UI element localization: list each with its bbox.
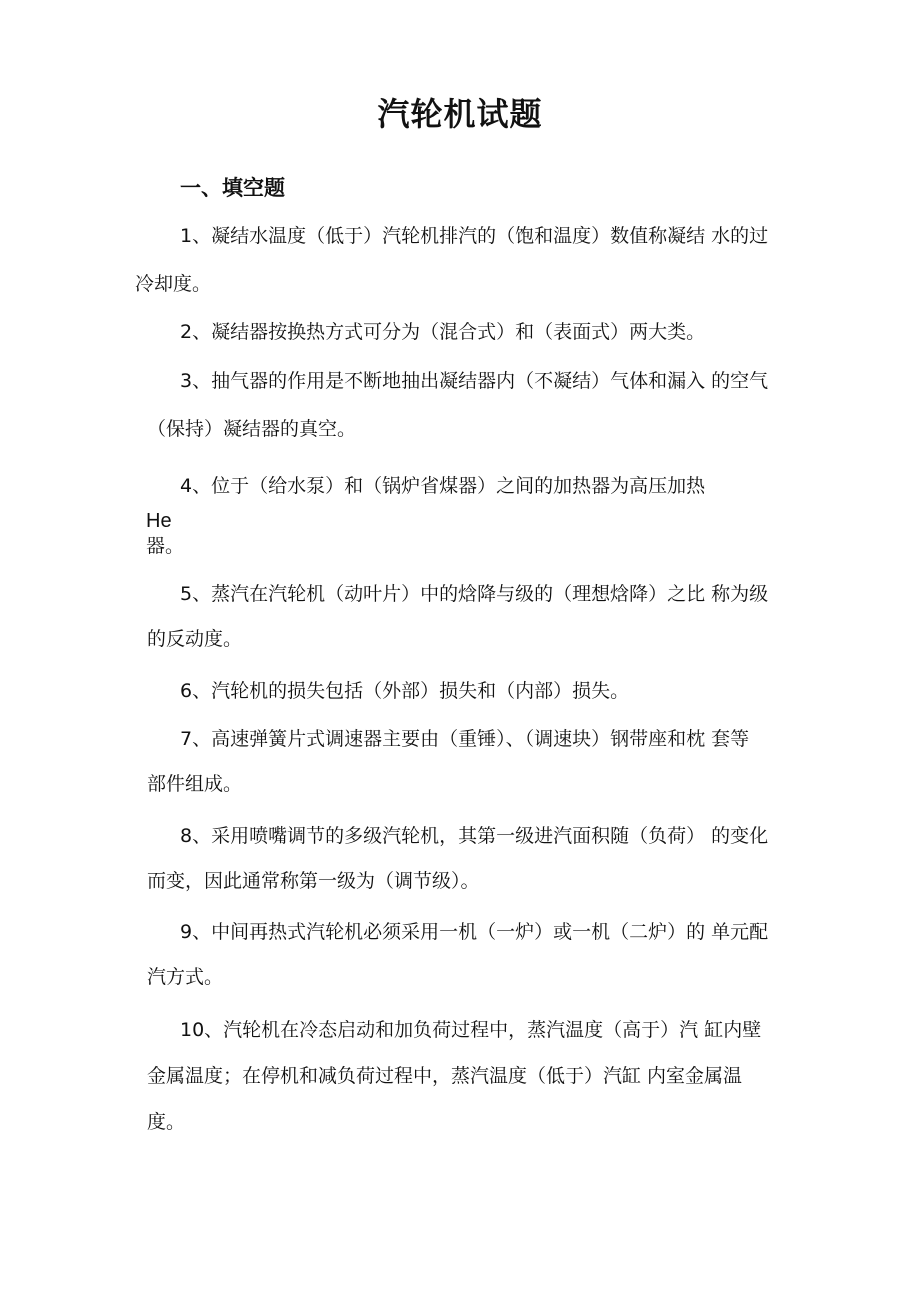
section-heading: 一、填空题 [180,176,285,200]
question-10-line-1: 10、汽轮机在冷态启动和加负荷过程中，蒸汽温度（高于）汽 缸内壁 [180,1019,762,1041]
question-5-line-2: 的反动度。 [147,628,243,650]
document-title: 汽轮机试题 [377,95,543,133]
question-9-line-1: 9、中间再热式汽轮机必须采用一机（一炉）或一机（二炉）的 单元配 [180,921,769,943]
question-7-line-2: 部件组成。 [147,773,243,795]
question-1-line-1: 1、凝结水温度（低于）汽轮机排汽的（饱和温度）数值称凝结 水的过 [180,225,769,247]
question-10-line-3: 度。 [147,1111,186,1133]
question-9-line-2: 汽方式。 [147,966,224,988]
question-2-line-1: 2、凝结器按换热方式可分为（混合式）和（表面式）两大类。 [180,321,706,343]
question-4-line-2: 器。 [146,535,185,557]
question-1-line-2: 冷却度。 [135,273,212,295]
question-3-line-1: 3、抽气器的作用是不断地抽出凝结器内（不凝结）气体和漏入 的空气 [180,370,769,392]
question-8-line-2: 而变，因此通常称第一级为（调节级）。 [147,870,480,892]
question-6-line-1: 6、汽轮机的损失包括（外部）损失和（内部）损失。 [180,680,630,702]
stray-text: He [146,510,172,532]
question-4-line-1: 4、位于（给水泵）和（锅炉省煤器）之间的加热器为高压加热 [180,475,706,497]
question-8-line-1: 8、采用喷嘴调节的多级汽轮机，其第一级进汽面积随（负荷） 的变化 [180,825,769,847]
question-5-line-1: 5、蒸汽在汽轮机（动叶片）中的焓降与级的（理想焓降）之比 称为级 [180,583,769,605]
question-10-line-2: 金属温度；在停机和减负荷过程中，蒸汽温度（低于）汽缸 内室金属温 [147,1065,743,1087]
question-3-line-2: （保持）凝结器的真空。 [147,418,357,440]
question-7-line-1: 7、高速弹簧片式调速器主要由（重锤）、（调速块）钢带座和枕 套等 [180,728,750,750]
